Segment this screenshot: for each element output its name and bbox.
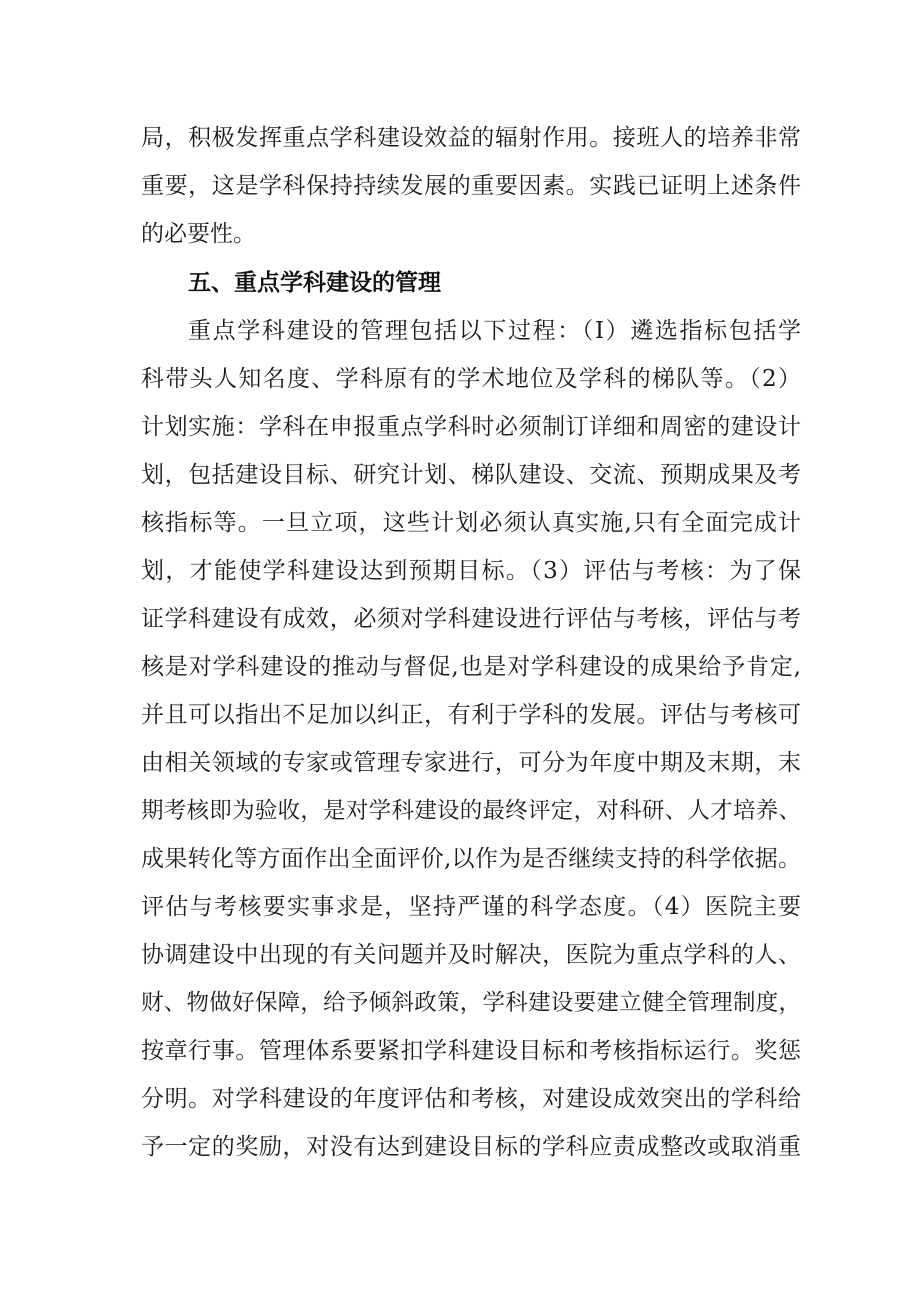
paragraph-line: 财、物做好保障，给予倾斜政策，学科建设要建立健全管理制度，	[141, 990, 801, 1016]
paragraph-line: 按章行事。管理体系要紧扣学科建设目标和考核指标运行。奖惩	[141, 1038, 801, 1064]
paragraph-line: 评估与考核要实事求是，坚持严谨的科学态度。（4）医院主要	[141, 894, 801, 920]
paragraph-line: 分明。对学科建设的年度评估和考核，对建设成效突出的学科给	[141, 1086, 801, 1112]
paragraph-line: 成果转化等方面作出全面评价,以作为是否继续支持的科学依据。	[141, 846, 801, 872]
paragraph-line: 并且可以指出不足加以纠正，有利于学科的发展。评估与考核可	[141, 702, 801, 728]
paragraph-line: 科带头人知名度、学科原有的学术地位及学科的梯队等。（2）	[141, 366, 801, 392]
paragraph-line: 计划实施：学科在申报重点学科时必须制订详细和周密的建设计	[141, 414, 801, 440]
paragraph-line: 协调建设中出现的有关问题并及时解决，医院为重点学科的人、	[141, 942, 801, 968]
paragraph-line: 划，包括建设目标、研究计划、梯队建设、交流、预期成果及考	[141, 462, 801, 488]
paragraph-line: 的必要性。	[141, 221, 256, 247]
paragraph-line: 重点学科建设的管理包括以下过程：（I）遴选指标包括学	[188, 318, 801, 344]
paragraph-line: 重要，这是学科保持持续发展的重要因素。实践已证明上述条件	[141, 173, 801, 199]
paragraph-line: 由相关领域的专家或管理专家进行，可分为年度中期及末期，末	[141, 750, 801, 776]
section-heading: 五、重点学科建设的管理	[188, 270, 441, 296]
paragraph-line: 核指标等。一旦立项，这些计划必须认真实施,只有全面完成计	[141, 510, 801, 536]
paragraph-line: 局，积极发挥重点学科建设效益的辐射作用。接班人的培养非常	[141, 125, 801, 151]
paragraph-line: 予一定的奖励，对没有达到建设目标的学科应责成整改或取消重	[141, 1134, 801, 1160]
paragraph-line: 期考核即为验收，是对学科建设的最终评定，对科研、人才培养、	[141, 798, 801, 824]
paragraph-line: 证学科建设有成效，必须对学科建设进行评估与考核，评估与考	[141, 606, 801, 632]
paragraph-line: 划，才能使学科建设达到预期目标。（3）评估与考核：为了保	[141, 558, 801, 584]
paragraph-line: 核是对学科建设的推动与督促,也是对学科建设的成果给予肯定,	[141, 654, 801, 680]
